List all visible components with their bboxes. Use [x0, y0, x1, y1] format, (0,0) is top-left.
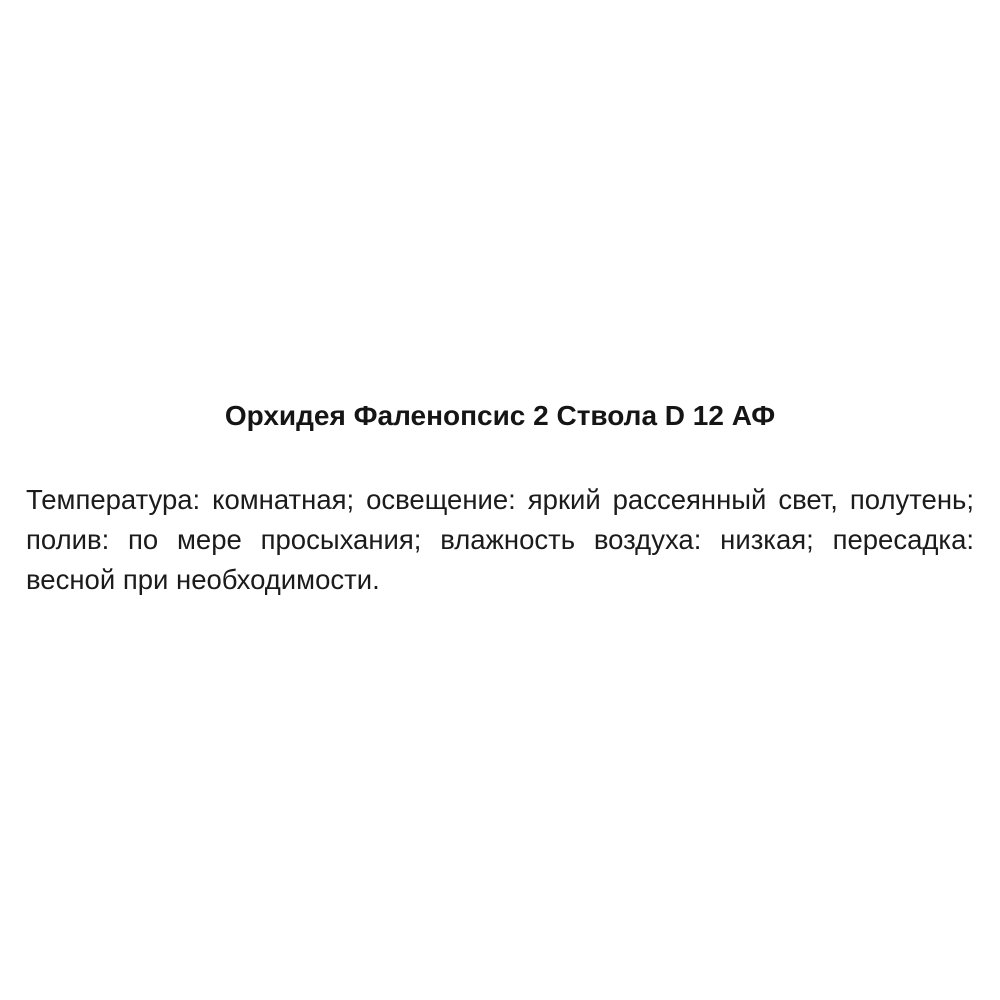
document-content	[26, 400, 974, 600]
care-description-paragraph: Температура: комнатная; освещение: яркий рассеянный свет, полутень; полив: по мере просыхания; влажность воздуха: низкая; пересадка: весной при необходимости.	[26, 484, 974, 595]
product-title: Орхидея Фаленопсис 2 Ствола D 12 АФ	[224, 400, 776, 431]
